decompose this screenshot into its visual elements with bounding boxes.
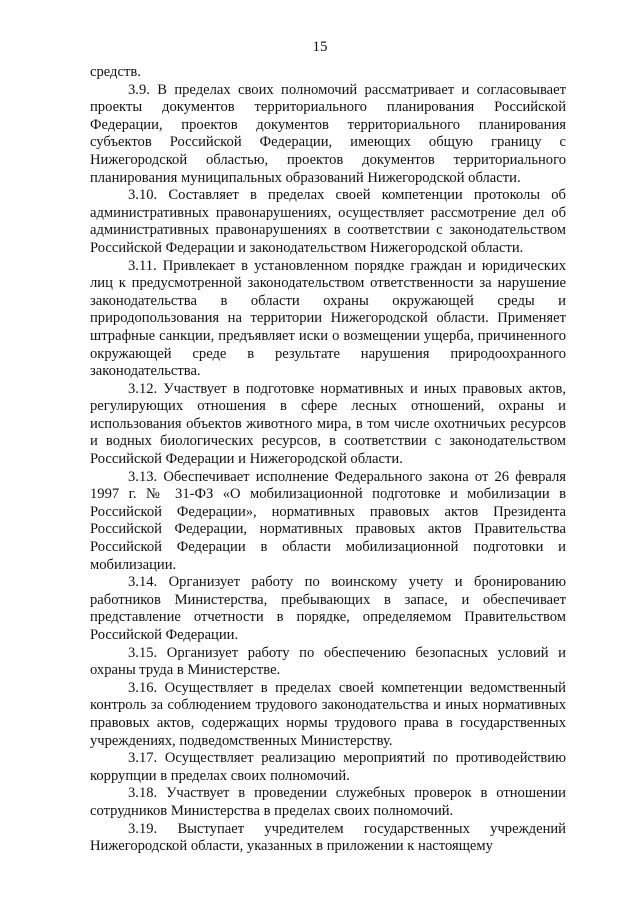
page-number: 15 — [312, 39, 328, 55]
body-text — [90, 64, 566, 856]
paragraph-3-19: 3.19. Выступает учредителем государственных учреждений Нижегородской области, указанных в приложении к настоящему — [90, 820, 566, 855]
paragraph-3-10: 3.10. Составляет в пределах своей компетенции протоколы об административных правонарушениях, осуществляет рассмотрение дел об административных правонарушениях в соответствии с законодательством Российской Федерации и законодательством Нижегородской области. — [90, 187, 566, 256]
paragraph-3-14: 3.14. Организует работу по воинскому учету и бронированию работников Министерства, пребывающих в запасе, и обеспечивает представление отчетности в порядке, определяемом Правительством Российской Федерации. — [90, 574, 566, 643]
paragraph-3-15: 3.15. Организует работу по обеспечению безопасных условий и охраны труда в Министерстве. — [90, 644, 566, 679]
paragraph-3-18: 3.18. Участвует в проведении служебных проверок в отношении сотрудников Министерства в пределах своих полномочий. — [90, 785, 566, 819]
paragraph-3-16: 3.16. Осуществляет в пределах своей компетенции ведомственный контроль за соблюдением трудового законодательства и иных нормативных правовых актов, содержащих нормы трудового права в государственных учреждениях, подведомственных Министерству. — [90, 679, 566, 749]
paragraph-3-12: 3.12. Участвует в подготовке нормативных и иных правовых актов, регулирующих отношения в сфере лесных отношений, охраны и использования объектов животного мира, в том числе охотничьих ресурсов и водных биологических ресурсов, в соответствии с законодательством Российской Федерации и Нижегородской области. — [90, 380, 566, 468]
paragraph-3-11: 3.11. Привлекает в установленном порядке граждан и юридических лиц к предусмотренной законодательством ответственности за нарушение законодательства в области охраны окружающей среды и природопользования на территории Нижегородской области. Применяет штрафные санкции, предъявляет иски о возмещении ущерба, причиненного окружающей среде в результате нарушения природоохранного законодательства. — [90, 257, 566, 380]
paragraph-continuation: средств. — [90, 64, 141, 80]
paragraph-3-9: 3.9. В пределах своих полномочий рассматривает и согласовывает проекты документов территориального планирования Российской Федерации, проектов документов территориального планирования субъектов Российской Федерации, имеющих общую границу с Нижегородской областью, проектов документов территориального планирования муниципальных образований Нижегородской области. — [90, 81, 566, 186]
paragraph-3-13: 3.13. Обеспечивает исполнение Федерального закона от 26 февраля 1997 г. № 31-ФЗ «О мобилизационной подготовке и мобилизации в Российской Федерации», нормативных правовых актов Президента Российской Федерации, нормативных правовых актов Правительства Российской Федерации в области мобилизационной подготовки и мобилизации. — [90, 468, 566, 573]
paragraph-3-17: 3.17. Осуществляет реализацию мероприятий по противодействию коррупции в пределах своих полномочий. — [90, 750, 566, 784]
